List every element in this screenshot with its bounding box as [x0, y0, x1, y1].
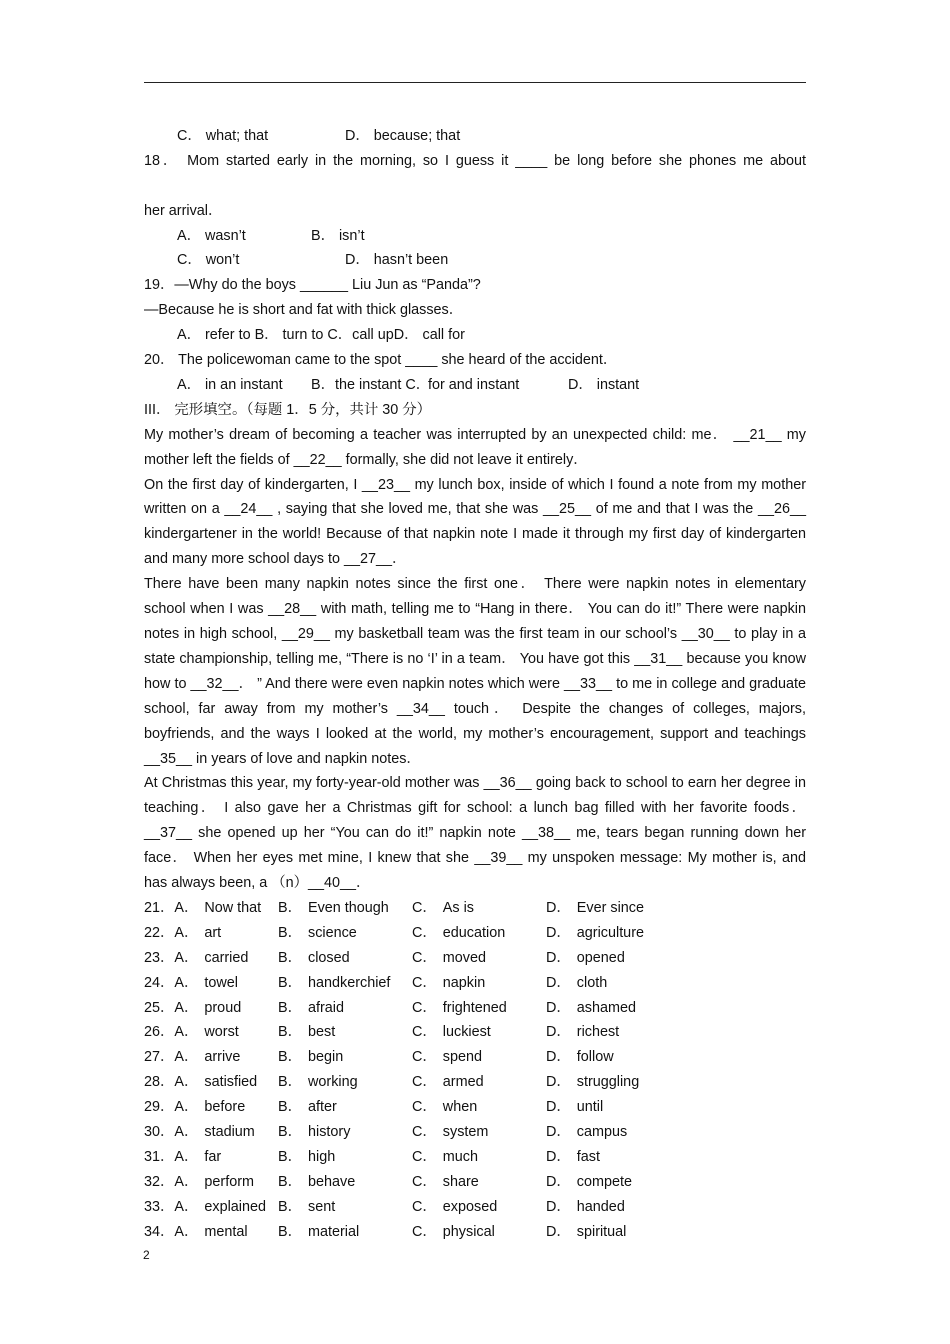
- choice-option-a: [144, 946, 248, 971]
- choice-option-c: [412, 921, 505, 946]
- choice-letter: C．: [412, 999, 437, 1016]
- choice-word: behave: [308, 1173, 356, 1190]
- choice-word: handkerchief: [308, 974, 391, 991]
- q18-options-row1: [144, 224, 806, 249]
- choice-word: campus: [576, 1123, 628, 1140]
- choice-letter: D．: [546, 999, 571, 1016]
- choice-letter: D．: [546, 974, 571, 991]
- q18-option-c: C． won’t: [177, 252, 240, 269]
- choice-letter: D．: [546, 1049, 571, 1066]
- choice-option-a: [144, 971, 238, 996]
- choice-row: [144, 896, 806, 921]
- choice-word: explained: [204, 1198, 267, 1215]
- choice-letter: C．: [412, 1123, 437, 1140]
- choice-word: system: [442, 1123, 489, 1140]
- choice-word: spend: [442, 1049, 483, 1066]
- choice-letter: D．: [546, 1123, 571, 1140]
- choice-letter: 29．A．: [144, 1099, 199, 1116]
- choice-option-b: [278, 1145, 335, 1170]
- choice-row: [144, 1170, 806, 1195]
- choice-option-a: [144, 1120, 255, 1145]
- q18-option-a: A． wasn’t: [177, 227, 246, 244]
- choice-letter: D．: [546, 1223, 571, 1240]
- choice-letter: C．: [412, 1049, 437, 1066]
- choice-letter: D．: [546, 899, 571, 916]
- header-rule: [144, 82, 806, 83]
- choice-word: luckiest: [442, 1024, 491, 1041]
- choice-word: armed: [442, 1074, 484, 1091]
- choice-option-c: [412, 1070, 484, 1095]
- choice-option-a: [144, 1195, 266, 1220]
- choice-option-b: [278, 1220, 359, 1245]
- answer-choices-list: [144, 896, 806, 1244]
- choice-option-d: [546, 946, 625, 971]
- choice-option-a: [144, 1070, 257, 1095]
- choice-word: moved: [442, 949, 486, 966]
- choice-option-b: [278, 971, 390, 996]
- section-title: III． 完形填空。（每题 1．5 分，共计 30 分）: [144, 401, 432, 418]
- choice-option-a: [144, 1170, 254, 1195]
- choice-row: [144, 946, 806, 971]
- choice-letter: B．: [278, 974, 302, 991]
- q17-option-d: D． because; that: [345, 128, 461, 144]
- choice-word: before: [204, 1099, 246, 1116]
- choice-option-b: [278, 921, 357, 946]
- choice-letter: D．: [546, 1148, 571, 1165]
- choice-option-a: [144, 1045, 240, 1070]
- choice-word: Even though: [308, 899, 389, 916]
- choice-option-c: [412, 1020, 491, 1045]
- choice-word: much: [442, 1148, 478, 1165]
- choice-letter: B．: [278, 999, 302, 1016]
- choice-option-d: [546, 921, 644, 946]
- choice-letter: D．: [546, 924, 571, 941]
- choice-word: ashamed: [576, 999, 636, 1016]
- choice-letter: D．: [546, 1198, 571, 1215]
- choice-letter: D．: [546, 1074, 571, 1091]
- choice-option-b: [278, 1070, 358, 1095]
- choice-letter: C．: [412, 899, 437, 916]
- choice-option-d: [546, 1070, 639, 1095]
- choice-option-b: [278, 1120, 350, 1145]
- passage-paragraph-4: At Christmas this year, my forty-year-old mother was __36__ going back to school to earn her degree in teaching． I also gave her a Christmas gift for school: a lunch bag filled with her favorite foods． __37__ she opened up her “You can do it!” napkin note __38__ me, tears began running down her face． When her eyes met mine, I knew that she __39__ my unspoken message: My mother is, and has always been, a （n）__40__．: [144, 775, 806, 892]
- choice-letter: C．: [412, 1198, 437, 1215]
- choice-letter: B．: [278, 1223, 302, 1240]
- choice-letter: B．: [278, 1099, 302, 1116]
- choice-word: handed: [576, 1198, 625, 1215]
- choice-word: sent: [308, 1198, 336, 1215]
- choice-word: after: [308, 1099, 337, 1116]
- choice-letter: B．: [278, 1173, 302, 1190]
- choice-option-a: [144, 1220, 248, 1245]
- choice-word: carried: [204, 949, 249, 966]
- choice-row: [144, 1020, 806, 1045]
- choice-letter: 21．A．: [144, 899, 199, 916]
- choice-option-b: [278, 946, 350, 971]
- choice-letter: 24．A．: [144, 974, 199, 991]
- choice-word: high: [308, 1148, 336, 1165]
- choice-letter: B．: [278, 1198, 302, 1215]
- page-number: 2: [143, 1248, 150, 1262]
- choice-row: [144, 1145, 806, 1170]
- choice-letter: D．: [546, 1024, 571, 1041]
- choice-option-c: [412, 1220, 495, 1245]
- choice-row: [144, 1120, 806, 1145]
- choice-letter: 34．A．: [144, 1223, 199, 1240]
- choice-word: towel: [204, 974, 238, 991]
- choice-option-d: [546, 1170, 632, 1195]
- choice-word: science: [308, 924, 357, 941]
- q20-stem: 20． The policewoman came to the spot ____ she heard of the accident．: [144, 352, 618, 369]
- choice-word: far: [204, 1148, 222, 1165]
- choice-word: cloth: [576, 974, 608, 991]
- q19-stem-line1: 19．—Why do the boys ______ Liu Jun as “Panda”?: [144, 277, 481, 294]
- choice-letter: 30．A．: [144, 1123, 199, 1140]
- passage-paragraph-1: My mother’s dream of becoming a teacher was interrupted by an unexpected child: me． __21__ my mother left the fields of __22__ formally, she did not leave it entirely．: [144, 426, 806, 468]
- choice-word: follow: [576, 1049, 614, 1066]
- choice-letter: D．: [546, 1173, 571, 1190]
- choice-word: struggling: [576, 1074, 640, 1091]
- choice-option-d: [546, 1095, 603, 1120]
- choice-option-d: [546, 1145, 600, 1170]
- choice-word: arrive: [204, 1049, 241, 1066]
- choice-word: worst: [204, 1024, 239, 1041]
- choice-option-b: [278, 1020, 335, 1045]
- choice-letter: 25．A．: [144, 999, 199, 1016]
- choice-letter: 33．A．: [144, 1198, 199, 1215]
- choice-option-a: [144, 1145, 221, 1170]
- choice-word: physical: [442, 1223, 495, 1240]
- choice-letter: C．: [412, 1074, 437, 1091]
- choice-option-c: [412, 1045, 482, 1070]
- choice-option-a: [144, 921, 221, 946]
- choice-option-d: [546, 971, 607, 996]
- choice-option-b: [278, 896, 389, 921]
- choice-letter: 32．A．: [144, 1173, 199, 1190]
- q20-options: [144, 373, 806, 398]
- choice-letter: B．: [278, 1123, 302, 1140]
- choice-option-d: [546, 996, 636, 1021]
- q18-option-b: B． isn’t: [311, 227, 365, 244]
- choice-letter: B．: [278, 924, 302, 941]
- passage-paragraph-2: On the first day of kindergarten, I __23__ my lunch box, inside of which I found a note from my mother written on a __24__ , saying that she loved me, that she was __25__ of me and that I was the __26__ kindergartener in the world! Because of that napkin note I made it through my first day of kindergarten and many more school days to __27__．: [144, 476, 806, 568]
- choice-option-b: [278, 1095, 337, 1120]
- choice-word: compete: [576, 1173, 632, 1190]
- choice-word: mental: [204, 1223, 248, 1240]
- choice-letter: 27．A．: [144, 1049, 199, 1066]
- choice-option-a: [144, 1095, 245, 1120]
- choice-letter: 28．A．: [144, 1074, 199, 1091]
- choice-letter: 22．A．: [144, 924, 199, 941]
- choice-letter: B．: [278, 1148, 302, 1165]
- choice-letter: C．: [412, 1223, 437, 1240]
- choice-option-b: [278, 1045, 343, 1070]
- q18-options-row2: [144, 248, 806, 273]
- choice-word: stadium: [204, 1123, 255, 1140]
- passage-paragraph-3: There have been many napkin notes since the first one． There were napkin notes in elementary school when I was __28__ with math, telling me to “Hang in there． You can do it!” There were napkin notes in high school, __29__ my basketball team was the first team in our school’s __30__ to play in a state championship, telling me, “There is no ‘I’ in a team． You have got this __31__ because you know how to __32__． ” And there were even napkin notes which were __33__ to me in college and graduate school, far away from my mother’s __34__ touch． Despite the changes of colleges, majors, boyfriends, and the ways I looked at the world, my mother’s encouragement, support and teachings __35__ in years of love and napkin notes．: [144, 576, 806, 767]
- choice-row: [144, 1195, 806, 1220]
- exam-page-body: [144, 124, 806, 1244]
- choice-option-b: [278, 996, 344, 1021]
- choice-option-c: [412, 996, 507, 1021]
- q19-stem-line2: —Because he is short and fat with thick glasses．: [144, 302, 464, 319]
- choice-option-b: [278, 1195, 335, 1220]
- choice-row: [144, 1220, 806, 1245]
- choice-option-c: [412, 1120, 488, 1145]
- choice-letter: D．: [546, 1099, 571, 1116]
- choice-word: share: [442, 1173, 479, 1190]
- choice-row: [144, 971, 806, 996]
- q17-options-row: [144, 124, 806, 149]
- q17-option-c: C． what; that: [177, 128, 269, 144]
- choice-letter: C．: [412, 974, 437, 991]
- choice-word: art: [204, 924, 222, 941]
- q20-option-a: A． in an instant: [177, 376, 283, 393]
- choice-option-c: [412, 1170, 479, 1195]
- q20-option-b: B．the instant C．: [311, 376, 431, 393]
- choice-word: exposed: [442, 1198, 498, 1215]
- choice-option-c: [412, 971, 485, 996]
- choice-letter: B．: [278, 899, 302, 916]
- choice-word: Ever since: [576, 899, 644, 916]
- choice-word: education: [442, 924, 506, 941]
- choice-letter: 31．A．: [144, 1148, 199, 1165]
- choice-option-a: [144, 996, 241, 1021]
- choice-row: [144, 1095, 806, 1120]
- choice-word: satisfied: [204, 1074, 258, 1091]
- q18-option-d: D． hasn’t been: [345, 252, 449, 269]
- choice-word: begin: [308, 1049, 344, 1066]
- choice-letter: B．: [278, 949, 302, 966]
- choice-word: best: [308, 1024, 336, 1041]
- choice-letter: B．: [278, 1074, 302, 1091]
- choice-word: when: [442, 1099, 478, 1116]
- choice-word: As is: [442, 899, 474, 916]
- choice-option-d: [546, 1220, 626, 1245]
- choice-letter: C．: [412, 1148, 437, 1165]
- choice-word: frightened: [442, 999, 507, 1016]
- choice-option-d: [546, 896, 644, 921]
- q20-option-d: D． instant: [568, 376, 640, 393]
- choice-word: fast: [576, 1148, 600, 1165]
- choice-letter: C．: [412, 924, 437, 941]
- choice-letter: 23．A．: [144, 949, 199, 966]
- choice-option-a: [144, 1020, 239, 1045]
- choice-word: spiritual: [576, 1223, 627, 1240]
- choice-word: working: [308, 1074, 358, 1091]
- choice-word: afraid: [308, 999, 344, 1016]
- q20-option-c: for and instant: [428, 376, 520, 393]
- choice-word: material: [308, 1223, 360, 1240]
- choice-letter: C．: [412, 1099, 437, 1116]
- choice-word: richest: [576, 1024, 620, 1041]
- choice-option-c: [412, 1095, 477, 1120]
- q19-options: A． refer to B． turn to C．call upD． call for: [177, 327, 465, 344]
- choice-option-d: [546, 1195, 625, 1220]
- choice-option-c: [412, 896, 474, 921]
- choice-row: [144, 996, 806, 1021]
- choice-word: history: [308, 1123, 351, 1140]
- q18-stem-line1: 18． Mom started early in the morning, so I guess it ____ be long before she phones me about: [144, 152, 806, 169]
- choice-word: Now that: [204, 899, 262, 916]
- q18-stem-line2: her arrival．: [144, 202, 223, 219]
- choice-word: perform: [204, 1173, 254, 1190]
- choice-option-a: [144, 896, 261, 921]
- choice-letter: B．: [278, 1049, 302, 1066]
- choice-letter: C．: [412, 1173, 437, 1190]
- choice-row: [144, 921, 806, 946]
- choice-word: agriculture: [576, 924, 644, 941]
- choice-option-c: [412, 946, 486, 971]
- choice-word: closed: [308, 949, 350, 966]
- choice-option-d: [546, 1045, 614, 1070]
- choice-row: [144, 1045, 806, 1070]
- choice-letter: C．: [412, 1024, 437, 1041]
- choice-row: [144, 1070, 806, 1095]
- choice-letter: D．: [546, 949, 571, 966]
- choice-word: proud: [204, 999, 242, 1016]
- choice-option-d: [546, 1020, 619, 1045]
- choice-letter: 26．A．: [144, 1024, 199, 1041]
- choice-option-c: [412, 1195, 497, 1220]
- choice-option-b: [278, 1170, 355, 1195]
- choice-word: napkin: [442, 974, 486, 991]
- choice-option-d: [546, 1120, 627, 1145]
- choice-letter: B．: [278, 1024, 302, 1041]
- choice-word: opened: [576, 949, 625, 966]
- choice-word: until: [576, 1099, 604, 1116]
- choice-letter: C．: [412, 949, 437, 966]
- choice-option-c: [412, 1145, 478, 1170]
